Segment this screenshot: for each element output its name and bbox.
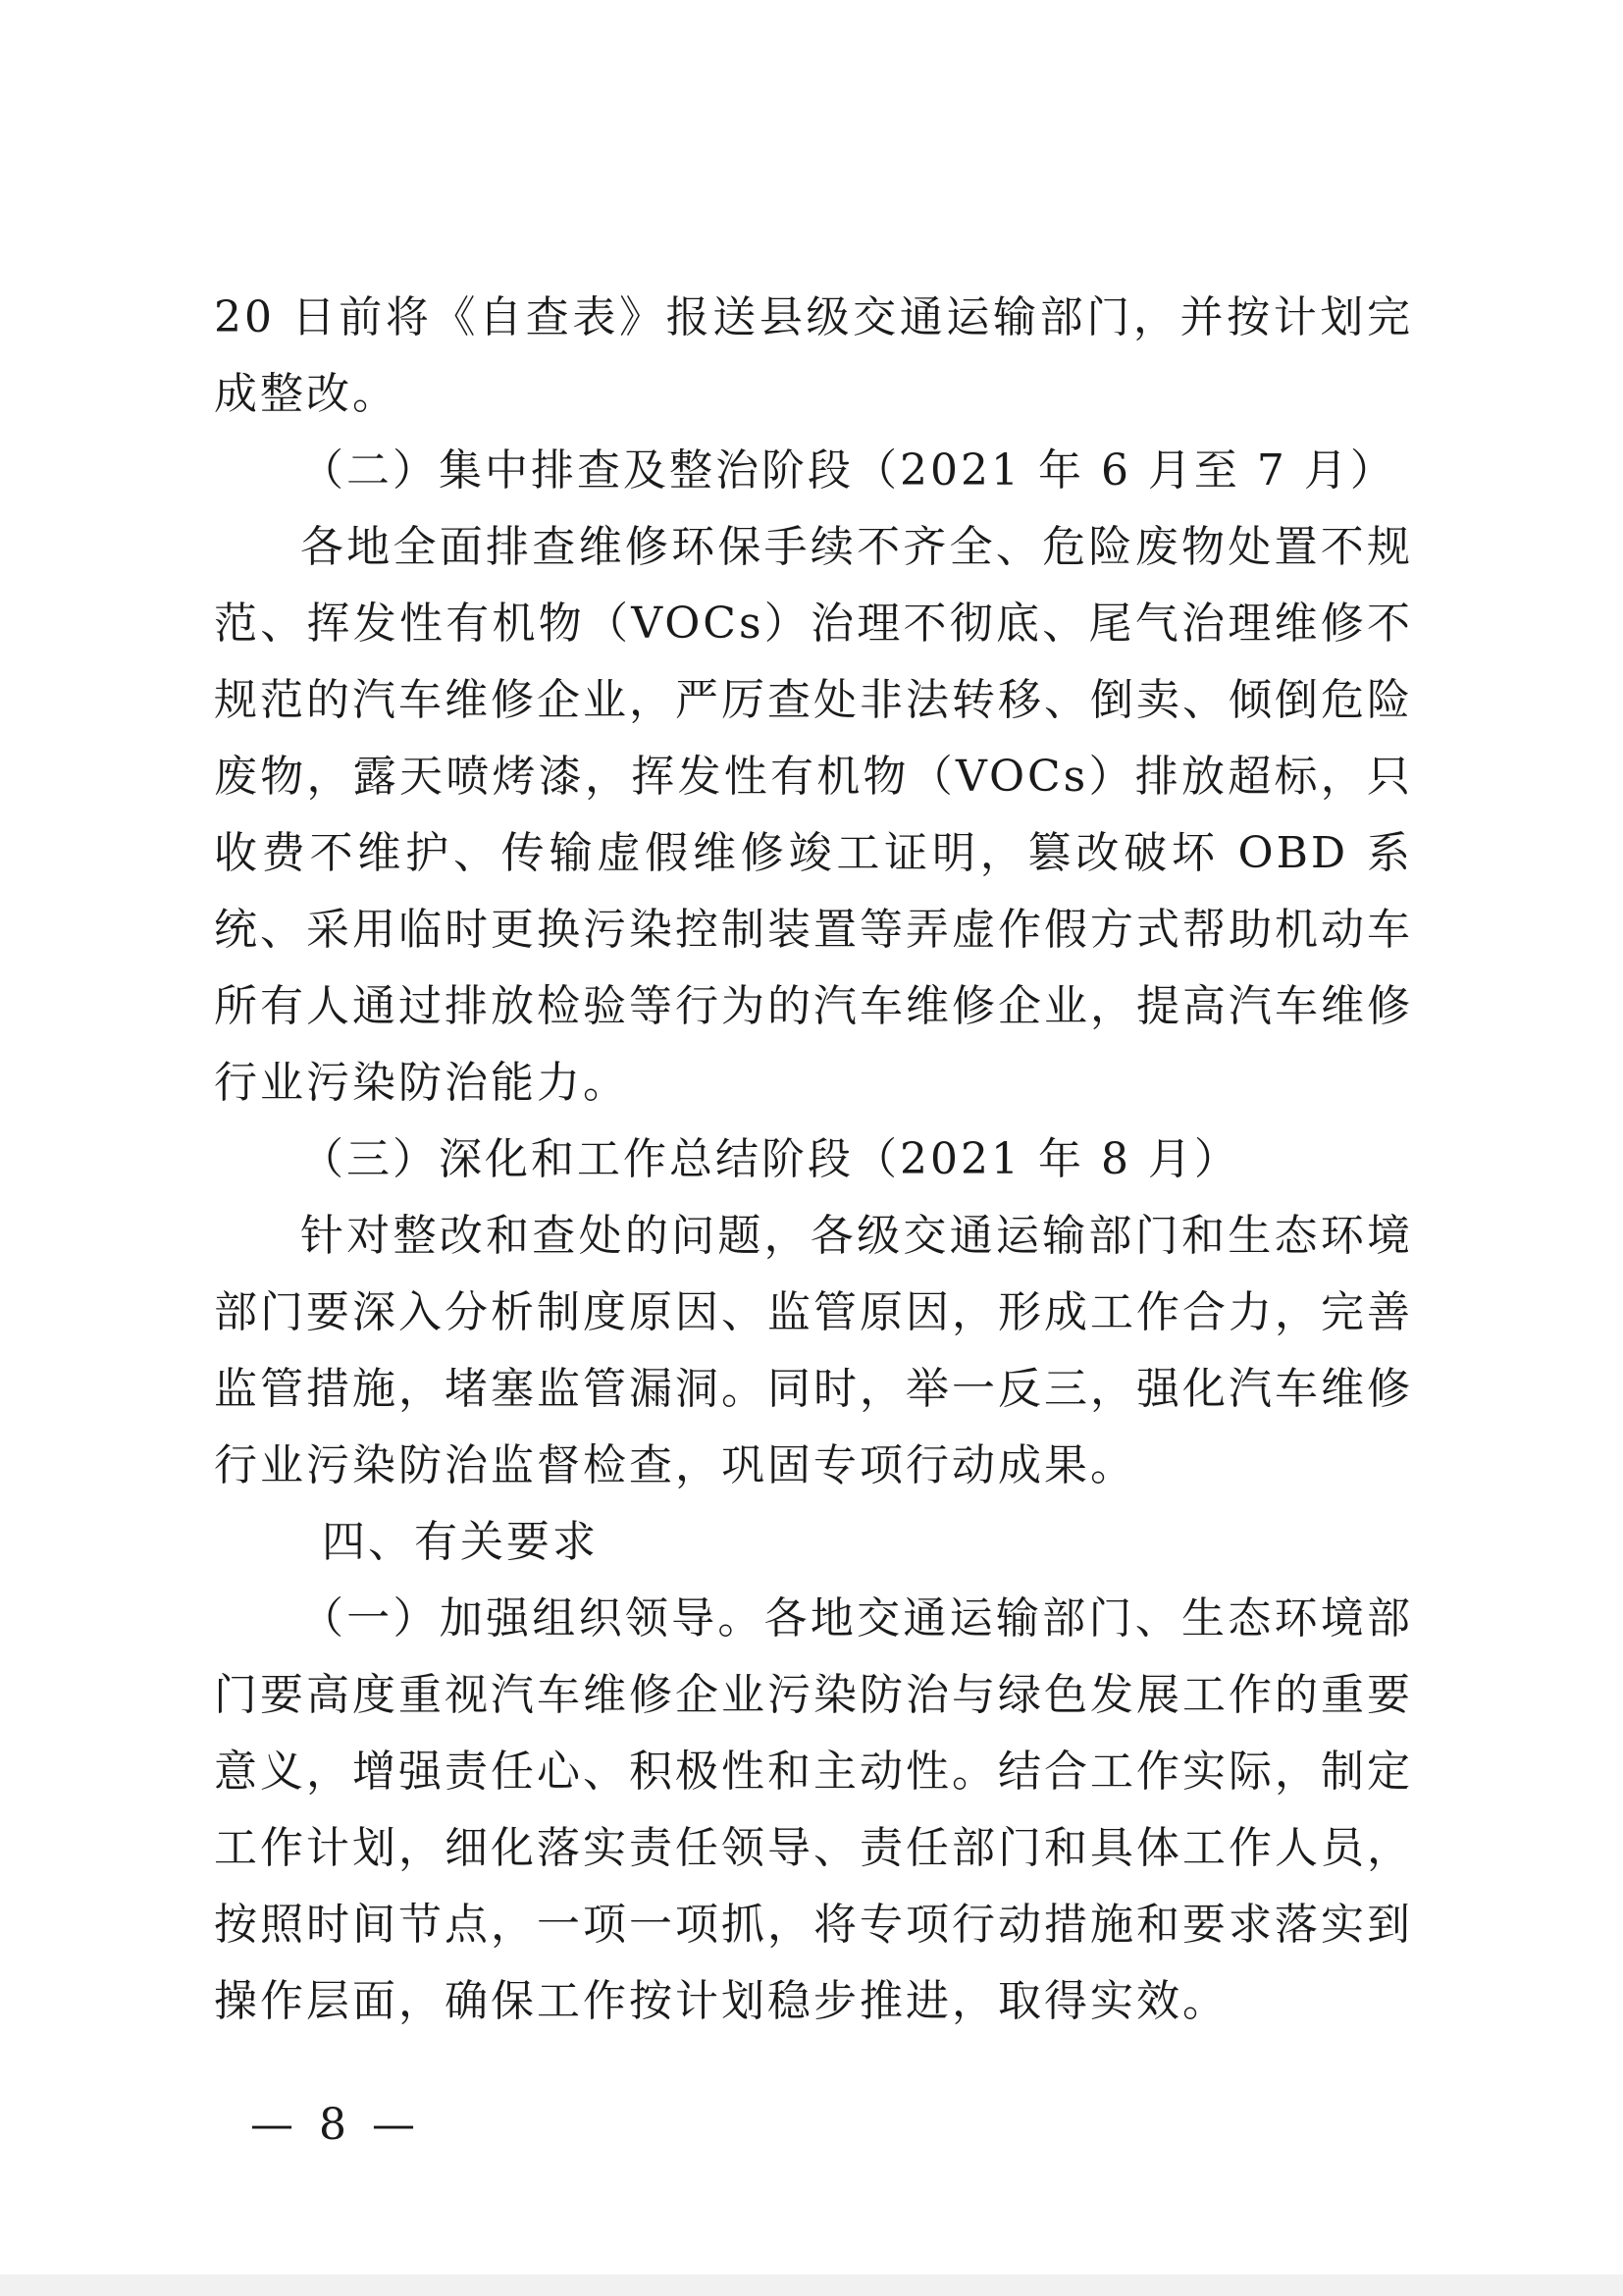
paragraph-requirement-1: （一）加强组织领导。各地交通运输部门、生态环境部门要高度重视汽车维修企业污染防治与绿色发展工作的重要意义，增强责任心、积极性和主动性。结合工作实际，制定工作计划，细化落实责任领导、责任部门和具体工作人员，按照时间节点，一项一项抓，将专项行动措施和要求落实到操作层面，确保工作按计划稳步推进，取得实效。 (214, 1593, 1413, 2026)
paragraph-continuation: 20 日前将《自查表》报送县级交通运输部门，并按计划完成整改。 (214, 292, 1413, 419)
heading-requirements: 四、有关要求 (322, 1517, 599, 1567)
section-title-phase-2: （二）集中排查及整治阶段（2021 年 6 月至 7 月） (300, 445, 1396, 496)
section-title-phase-3: （三）深化和工作总结阶段（2021 年 8 月） (300, 1134, 1240, 1184)
paragraph-phase-2-content: 各地全面排查维修环保手续不齐全、危险废物处置不规范、挥发性有机物（VOCs）治理不彻底、尾气治理维修不规范的汽车维修企业，严厉查处非法转移、倒卖、倾倒危险废物，露天喷烤漆，挥发性有机物（VOCs）排放超标，只收费不维护、传输虚假维修竣工证明，篡改破坏 OBD 系统、采用临时更换污染控制装置等弄虚作假方式帮助机动车所有人通过排放检验等行为的汽车维修企业，提高汽车维修行业污染防治能力。 (214, 522, 1413, 1108)
scan-bottom-edge (0, 2274, 1623, 2296)
document-body (214, 280, 1413, 2040)
paragraph-phase-3-content: 针对整改和查处的问题，各级交通运输部门和生态环境部门要深入分析制度原因、监管原因，形成工作合力，完善监管措施，堵塞监管漏洞。同时，举一反三，强化汽车维修行业污染防治监督检查，巩固专项行动成果。 (214, 1211, 1413, 1490)
page-number: — 8 — (250, 2100, 421, 2150)
